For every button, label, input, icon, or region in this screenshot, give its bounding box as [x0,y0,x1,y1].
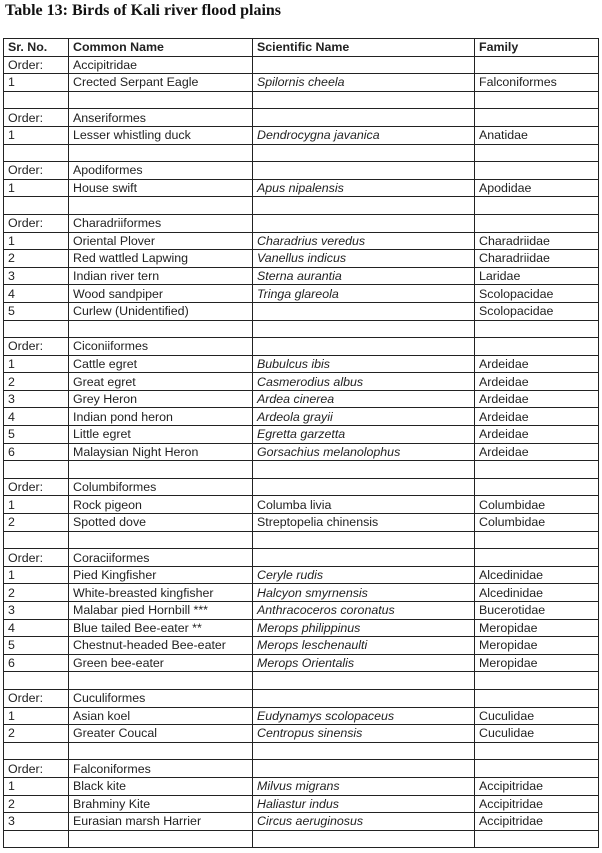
family-cell: Falconiformes [475,74,599,92]
table-row [4,74,599,92]
order-row [4,338,599,356]
empty-cell [4,91,69,109]
table-row [4,443,599,461]
family-cell: Charadriidae [475,232,599,250]
order-row [4,162,599,180]
sr-no-cell: 2 [4,584,69,602]
table-row [4,566,599,584]
table-row [4,584,599,602]
empty-cell [253,144,475,162]
family-cell: Ardeidae [475,443,599,461]
empty-cell [69,531,253,549]
empty-cell [4,531,69,549]
empty-cell [253,830,475,848]
empty-cell [253,56,475,74]
common-name-cell: Pied Kingfisher [69,566,253,584]
family-cell: Accipitridae [475,813,599,831]
scientific-name-cell: Casmerodius albus [253,373,475,391]
sr-no-cell: 2 [4,795,69,813]
family-cell: Meropidae [475,654,599,672]
sr-no-cell: 1 [4,707,69,725]
common-name-cell: Cattle egret [69,355,253,373]
sr-no-cell: 1 [4,355,69,373]
empty-cell [253,689,475,707]
order-label: Order: [4,689,69,707]
family-cell: Ardeidae [475,390,599,408]
scientific-name-cell: Apus nipalensis [253,179,475,197]
empty-cell [253,91,475,109]
sr-no-cell: 2 [4,373,69,391]
scientific-name-cell: Halcyon smyrnensis [253,584,475,602]
empty-cell [4,461,69,479]
scientific-name-cell: Centropus sinensis [253,725,475,743]
scientific-name-cell: Eudynamys scolopaceus [253,707,475,725]
birds-table [3,38,599,848]
table-row [4,637,599,655]
empty-cell [475,478,599,496]
table-row [4,777,599,795]
common-name-cell: Grey Heron [69,390,253,408]
common-name-cell: Greater Coucal [69,725,253,743]
order-row [4,549,599,567]
sr-no-cell: 5 [4,426,69,444]
family-cell: Ardeidae [475,408,599,426]
order-label: Order: [4,549,69,567]
scientific-name-cell: Bubulcus ibis [253,355,475,373]
common-name-cell: Black kite [69,777,253,795]
empty-cell [475,742,599,760]
common-name-cell: Spotted dove [69,514,253,532]
scientific-name-cell: Columba livia [253,496,475,514]
empty-cell [253,672,475,690]
family-cell: Meropidae [475,637,599,655]
empty-cell [253,549,475,567]
empty-cell [69,320,253,338]
table-row [4,179,599,197]
order-name: Columbiformes [69,478,253,496]
empty-cell [4,672,69,690]
family-cell: Cuculidae [475,725,599,743]
table-row [4,390,599,408]
empty-cell [69,830,253,848]
spacer-row [4,91,599,109]
order-row [4,478,599,496]
empty-cell [475,461,599,479]
sr-no-cell: 6 [4,654,69,672]
table-row [4,302,599,320]
common-name-cell: White-breasted kingfisher [69,584,253,602]
empty-cell [69,672,253,690]
family-cell: Laridae [475,267,599,285]
empty-cell [69,461,253,479]
sr-no-cell: 5 [4,637,69,655]
sr-no-cell: 3 [4,267,69,285]
sr-no-cell: 1 [4,232,69,250]
sr-no-cell: 4 [4,619,69,637]
table-row [4,619,599,637]
family-cell: Meropidae [475,619,599,637]
empty-cell [4,830,69,848]
order-row [4,214,599,232]
scientific-name-cell: Milvus migrans [253,777,475,795]
sr-no-cell: 1 [4,777,69,795]
table-row [4,514,599,532]
spacer-row [4,742,599,760]
order-label: Order: [4,162,69,180]
scientific-name-cell: Merops philippinus [253,619,475,637]
order-label: Order: [4,109,69,127]
scientific-name-cell: Haliastur indus [253,795,475,813]
empty-cell [475,197,599,215]
scientific-name-cell: Egretta garzetta [253,426,475,444]
spacer-row [4,197,599,215]
order-name: Ciconiiformes [69,338,253,356]
empty-cell [253,320,475,338]
empty-cell [475,91,599,109]
empty-cell [69,742,253,760]
empty-cell [69,91,253,109]
common-name-cell: Asian koel [69,707,253,725]
spacer-row [4,144,599,162]
common-name-cell: Crected Serpant Eagle [69,74,253,92]
table-body [4,56,599,848]
common-name-cell: Malabar pied Hornbill *** [69,602,253,620]
empty-cell [475,672,599,690]
table-row [4,267,599,285]
sr-no-cell: 1 [4,179,69,197]
family-cell: Accipitridae [475,795,599,813]
sr-no-cell: 3 [4,602,69,620]
common-name-cell: Curlew (Unidentified) [69,302,253,320]
table-row [4,426,599,444]
empty-cell [253,109,475,127]
order-label: Order: [4,760,69,778]
scientific-name-cell: Vanellus indicus [253,250,475,268]
empty-cell [253,760,475,778]
common-name-cell: Oriental Plover [69,232,253,250]
empty-cell [475,320,599,338]
scientific-name-cell: Charadrius veredus [253,232,475,250]
table-row [4,373,599,391]
order-label: Order: [4,338,69,356]
order-row [4,56,599,74]
empty-cell [475,830,599,848]
family-cell: Scolopacidae [475,302,599,320]
sr-no-cell: 1 [4,566,69,584]
scientific-name-cell: Dendrocygna javanica [253,126,475,144]
common-name-cell: Blue tailed Bee-eater ** [69,619,253,637]
sr-no-cell: 3 [4,813,69,831]
common-name-cell: Wood sandpiper [69,285,253,303]
common-name-cell: Little egret [69,426,253,444]
table-row [4,602,599,620]
scientific-name-cell: Merops Orientalis [253,654,475,672]
order-label: Order: [4,478,69,496]
empty-cell [475,214,599,232]
scientific-name-cell: Merops leschenaulti [253,637,475,655]
sr-no-cell: 4 [4,408,69,426]
sr-no-cell: 6 [4,443,69,461]
empty-cell [69,197,253,215]
order-name: Falconiformes [69,760,253,778]
sr-no-cell: 1 [4,126,69,144]
order-name: Accipitridae [69,56,253,74]
family-cell: Bucerotidae [475,602,599,620]
table-row [4,250,599,268]
scientific-name-cell: Sterna aurantia [253,267,475,285]
empty-cell [475,162,599,180]
family-cell: Apodidae [475,179,599,197]
table-row [4,408,599,426]
scientific-name-cell: Spilornis cheela [253,74,475,92]
family-cell: Anatidae [475,126,599,144]
common-name-cell: Chestnut-headed Bee-eater [69,637,253,655]
empty-cell [475,531,599,549]
order-name: Coraciiformes [69,549,253,567]
header-scientific-name: Scientific Name [253,39,475,57]
scientific-name-cell: Ardeola grayii [253,408,475,426]
table-row [4,285,599,303]
family-cell: Charadriidae [475,250,599,268]
header-common-name: Common Name [69,39,253,57]
empty-cell [475,338,599,356]
common-name-cell: Brahminy Kite [69,795,253,813]
table-title: Table 13: Birds of Kali river flood plains [5,2,282,19]
family-cell: Alcedinidae [475,566,599,584]
sr-no-cell: 1 [4,74,69,92]
common-name-cell: Great egret [69,373,253,391]
empty-cell [253,197,475,215]
order-name: Cuculiformes [69,689,253,707]
common-name-cell: Indian river tern [69,267,253,285]
spacer-row [4,461,599,479]
table-row [4,496,599,514]
family-cell: Ardeidae [475,426,599,444]
scientific-name-cell: Anthracoceros coronatus [253,602,475,620]
family-cell: Columbidae [475,514,599,532]
empty-cell [253,214,475,232]
sr-no-cell: 5 [4,302,69,320]
order-name: Apodiformes [69,162,253,180]
empty-cell [253,742,475,760]
scientific-name-cell: Tringa glareola [253,285,475,303]
family-cell: Ardeidae [475,355,599,373]
table-row [4,707,599,725]
empty-cell [253,461,475,479]
common-name-cell: Indian pond heron [69,408,253,426]
empty-cell [475,56,599,74]
empty-cell [69,144,253,162]
table-row [4,126,599,144]
sr-no-cell: 1 [4,496,69,514]
order-name: Charadriiformes [69,214,253,232]
empty-cell [253,531,475,549]
spacer-row [4,830,599,848]
family-cell: Cuculidae [475,707,599,725]
common-name-cell: Green bee-eater [69,654,253,672]
header-family: Family [475,39,599,57]
order-row [4,689,599,707]
table-row [4,355,599,373]
empty-cell [4,320,69,338]
table-row [4,232,599,250]
table-row [4,813,599,831]
empty-cell [253,478,475,496]
spacer-row [4,531,599,549]
spacer-row [4,672,599,690]
table-row [4,795,599,813]
order-row [4,760,599,778]
order-label: Order: [4,56,69,74]
scientific-name-cell: Gorsachius melanolophus [253,443,475,461]
common-name-cell: Malaysian Night Heron [69,443,253,461]
empty-cell [253,338,475,356]
order-row [4,109,599,127]
scientific-name-cell: Ceryle rudis [253,566,475,584]
empty-cell [253,162,475,180]
empty-cell [475,109,599,127]
common-name-cell: House swift [69,179,253,197]
common-name-cell: Lesser whistling duck [69,126,253,144]
header-row [4,39,599,57]
common-name-cell: Red wattled Lapwing [69,250,253,268]
sr-no-cell: 2 [4,250,69,268]
spacer-row [4,320,599,338]
header-sr-no: Sr. No. [4,39,69,57]
sr-no-cell: 2 [4,514,69,532]
empty-cell [475,549,599,567]
scientific-name-cell: Ardea cinerea [253,390,475,408]
family-cell: Accipitridae [475,777,599,795]
scientific-name-cell [253,302,475,320]
family-cell: Alcedinidae [475,584,599,602]
family-cell: Ardeidae [475,373,599,391]
sr-no-cell: 4 [4,285,69,303]
empty-cell [475,144,599,162]
sr-no-cell: 2 [4,725,69,743]
table-row [4,725,599,743]
sr-no-cell: 3 [4,390,69,408]
family-cell: Scolopacidae [475,285,599,303]
order-name: Anseriformes [69,109,253,127]
empty-cell [4,144,69,162]
table-row [4,654,599,672]
family-cell: Columbidae [475,496,599,514]
empty-cell [475,689,599,707]
scientific-name-cell: Circus aeruginosus [253,813,475,831]
common-name-cell: Eurasian marsh Harrier [69,813,253,831]
empty-cell [4,197,69,215]
empty-cell [475,760,599,778]
common-name-cell: Rock pigeon [69,496,253,514]
order-label: Order: [4,214,69,232]
empty-cell [4,742,69,760]
scientific-name-cell: Streptopelia chinensis [253,514,475,532]
